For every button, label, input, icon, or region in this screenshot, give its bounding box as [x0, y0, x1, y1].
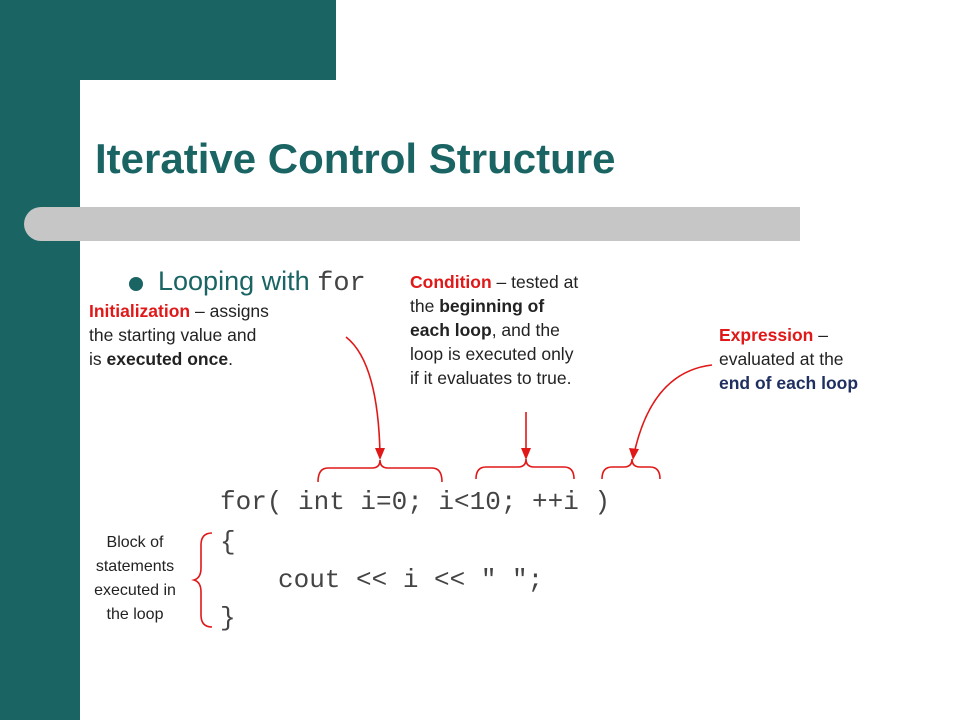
- initialization-brace: [318, 460, 442, 482]
- condition-line3-bold: each loop: [410, 320, 492, 340]
- block-brace: [194, 533, 212, 627]
- code-line-for: for( int i=0; i<10; ++i ): [220, 487, 611, 517]
- condition-brace: [476, 459, 574, 479]
- condition-term: Condition: [410, 272, 492, 292]
- condition-line3-post: , and the: [491, 320, 560, 340]
- initialization-arrowhead: [375, 448, 385, 460]
- expression-line2: evaluated at the: [719, 349, 844, 369]
- block-line2: statements: [95, 558, 175, 575]
- expression-arrow: [634, 365, 712, 454]
- code-line-cout: cout << i << " ";: [278, 565, 544, 595]
- block-line4: the loop: [106, 606, 164, 623]
- expression-arrowhead: [629, 448, 639, 460]
- code-line-close-brace: }: [220, 603, 236, 633]
- slide-title: Iterative Control Structure: [95, 135, 616, 182]
- expression-line3-bold: end of each loop: [719, 373, 859, 393]
- bullet-text: Looping with: [158, 266, 318, 296]
- bullet-code: for: [317, 269, 366, 299]
- condition-line1: – tested at: [491, 272, 579, 292]
- expression-term: Expression: [719, 325, 814, 345]
- condition-line4: loop is executed only: [410, 344, 574, 364]
- expression-brace: [602, 459, 660, 479]
- code-line-open-brace: {: [220, 527, 236, 557]
- condition-line5: if it evaluates to true.: [410, 368, 572, 388]
- expression-line1: –: [813, 325, 828, 345]
- initialization-line1: – assigns: [190, 301, 269, 321]
- condition-line2-bold: beginning of: [439, 296, 545, 316]
- initialization-line2: the starting value and: [89, 325, 257, 345]
- initialization-arrow: [346, 337, 380, 454]
- block-line3: executed in: [94, 582, 176, 599]
- initialization-term: Initialization: [89, 301, 191, 321]
- initialization-line3-bold: executed once: [106, 349, 229, 369]
- initialization-line3-post: .: [228, 349, 233, 369]
- condition-arrowhead: [521, 448, 531, 460]
- initialization-line3-pre: is: [89, 349, 107, 369]
- condition-line2-pre: the: [410, 296, 440, 316]
- block-line1: Block of: [106, 534, 164, 551]
